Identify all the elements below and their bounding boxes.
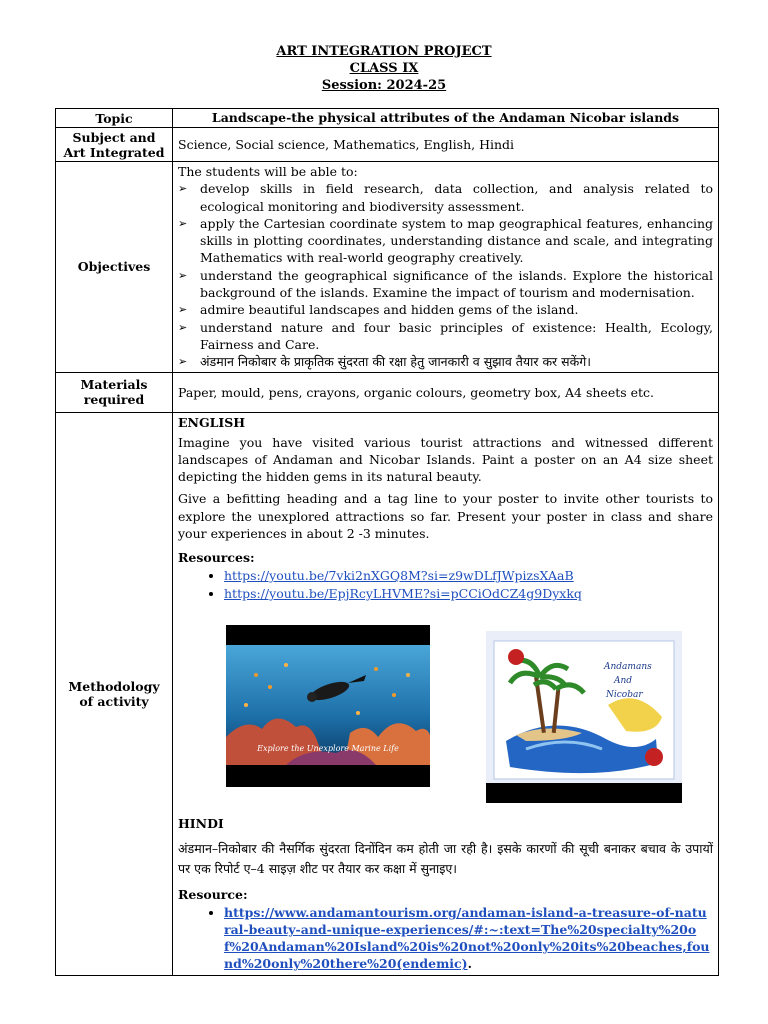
materials-label-line1: Materials xyxy=(80,377,148,393)
resources-label: Resources: xyxy=(178,550,255,566)
methodology-cell xyxy=(173,412,719,976)
link-suffix: . xyxy=(467,956,472,972)
objective-item: ➢ develop skills in field research, data collection, and analysis related to ecological monitoring and biodiversity assessment. xyxy=(178,180,713,215)
english-para-2: Give a befitting heading and a tag line to your poster to invite other tourists to explore the unexplored attractions so far. Present your poster in class and share your experiences in about 2 -3 minutes. xyxy=(178,491,713,542)
andaman-tourism-link[interactable]: https://www.andamantourism.org/andaman-island-a-treasure-of-natural-beauty-and-unique-experiences/#:~:text=The%20specialty%20of%20Andaman%20Island%20is%20not%20only%20its%20beaches,found%20only%20there%20(endemic) xyxy=(224,905,710,972)
poster-text-nicobar: Nicobar xyxy=(606,690,643,701)
objective-item: ➢ admire beautiful landscapes and hidden gems of the island. xyxy=(178,301,713,318)
materials-row xyxy=(56,372,719,412)
youtube-link-1[interactable]: https://youtu.be/7vki2nXGQ8M?si=z9wDLfJWpizsXAaB xyxy=(224,568,574,584)
resource-item xyxy=(224,567,713,585)
marine-life-poster-image xyxy=(226,625,430,787)
subject-label xyxy=(56,128,173,162)
document-title: ART INTEGRATION PROJECT xyxy=(276,44,492,59)
methodology-label xyxy=(56,412,173,976)
topic-label: Topic xyxy=(56,109,173,128)
topic-value: Landscape-the physical attributes of the Andaman Nicobar islands xyxy=(173,109,719,128)
subject-row xyxy=(56,128,719,162)
methodology-row xyxy=(56,412,719,976)
methodology-label-line1: Methodology xyxy=(68,678,160,694)
session-label: Session: 2024-25 xyxy=(321,78,447,93)
objective-item: ➢ understand the geographical significance of the islands. Explore the historical background of the islands. Examine the impact of tourism and modernisation. xyxy=(178,267,713,302)
english-resource-list xyxy=(178,567,713,603)
resource-item xyxy=(224,585,713,603)
english-heading: ENGLISH xyxy=(178,414,246,430)
poster-text-and: And xyxy=(614,676,633,687)
objectives-label: Objectives xyxy=(56,162,173,373)
hindi-resource-list xyxy=(178,904,713,972)
youtube-link-2[interactable]: https://youtu.be/EpjRcyLHVME?si=pCCiOdCZ4g9Dyxkq xyxy=(224,586,582,602)
hindi-para: अंडमान–निकोबार की नैसर्गिक सुंदरता दिनोंदिन कम होती जा रही है। इसके कारणों की सूची बनाकर बचाव के उपायों पर एक रिपोर्ट ए–4 साइज़ शीट पर तैयार कर कक्षा में सुनाइए। xyxy=(178,841,713,877)
subject-value: Science, Social science, Mathematics, English, Hindi xyxy=(173,128,719,162)
poster-images xyxy=(178,603,713,813)
materials-label xyxy=(56,372,173,412)
subject-label-line1: Subject and xyxy=(72,129,156,145)
class-label: CLASS IX xyxy=(349,61,419,76)
topic-row xyxy=(56,109,719,128)
objective-item: ➢ understand nature and four basic principles of existence: Health, Ecology, Fairness and Care. xyxy=(178,319,713,354)
marine-poster-caption: Explore the Unexplore Marine Life xyxy=(257,744,399,754)
hindi-heading: HINDI xyxy=(178,816,224,832)
objectives-row xyxy=(56,162,719,373)
methodology-label-line2: of activity xyxy=(79,693,149,709)
objectives-intro: The students will be able to: xyxy=(178,164,358,179)
materials-value: Paper, mould, pens, crayons, organic colours, geometry box, A4 sheets etc. xyxy=(173,372,719,412)
objective-item: ➢ अंडमान निकोबार के प्राकृतिक सुंदरता की रक्षा हेतु जानकारी व सुझाव तैयार कर सकेंगे। xyxy=(178,353,713,370)
andaman-poster-image xyxy=(486,631,682,803)
resource-label: Resource: xyxy=(178,887,248,903)
objectives-cell xyxy=(173,162,719,373)
resource-item xyxy=(224,904,713,972)
objectives-list xyxy=(178,180,713,370)
poster-text-andamans: Andamans xyxy=(604,662,652,673)
subject-label-line2: Art Integrated xyxy=(63,144,165,160)
objective-item: ➢ apply the Cartesian coordinate system to map geographical features, enhancing skills in plotting coordinates, understanding distance and scale, and integrating Mathematics with real-world geography creatively. xyxy=(178,215,713,267)
project-table xyxy=(55,108,719,976)
english-para-1: Imagine you have visited various tourist attractions and witnessed different landscapes of Andaman and Nicobar Islands. Paint a poster on an A4 size sheet depicting the hidden gems in its natural beauty. xyxy=(178,434,713,485)
materials-label-line2: required xyxy=(83,392,145,408)
